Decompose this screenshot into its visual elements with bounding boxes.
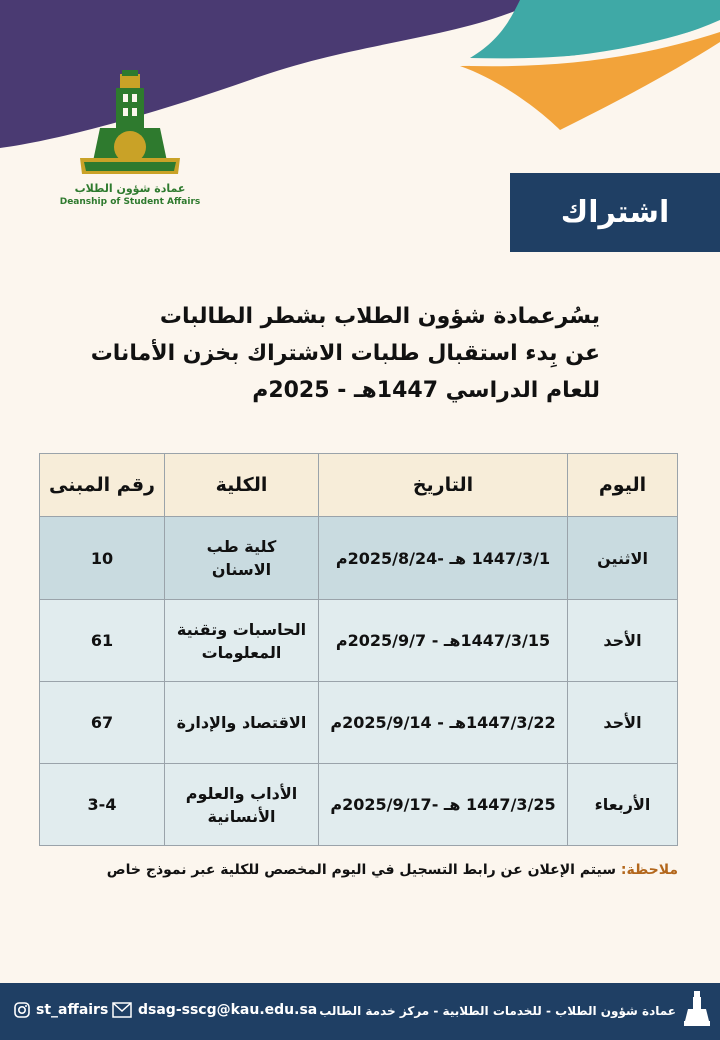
logo-english-text: Deanship of Student Affairs bbox=[59, 197, 201, 207]
table-row bbox=[40, 764, 678, 846]
instagram-handle: st_affairs bbox=[36, 1002, 109, 1018]
footer-email[interactable] bbox=[112, 1002, 317, 1018]
college-line: الحاسبات وتقنية bbox=[176, 619, 307, 639]
cell-day: الأحد bbox=[568, 682, 678, 764]
cell-college bbox=[165, 764, 319, 846]
footer bbox=[0, 983, 720, 1040]
cell-building: 10 bbox=[40, 517, 165, 600]
cell-building: 67 bbox=[40, 682, 165, 764]
announcement-line: للعام الدراسي 1447هـ - 2025م bbox=[252, 378, 600, 403]
table-row bbox=[40, 682, 678, 764]
cell-date: 1447/3/22هـ - 2025/9/14م bbox=[319, 682, 568, 764]
footer-instagram[interactable] bbox=[14, 1002, 108, 1018]
note-label: ملاحظة: bbox=[620, 862, 678, 878]
cell-college bbox=[165, 600, 319, 682]
cell-day: الأحد bbox=[568, 600, 678, 682]
note bbox=[60, 862, 678, 878]
cell-date: 1447/3/1 هـ -2025/8/24م bbox=[319, 517, 568, 600]
announcement-text bbox=[60, 298, 600, 409]
footer-org-text: عمادة شؤون الطلاب - للخدمات الطلابية - مركز خدمة الطالب bbox=[319, 1004, 676, 1018]
header-date: التاريخ bbox=[319, 454, 568, 517]
footer-university-logo bbox=[682, 989, 712, 1033]
mail-icon bbox=[112, 1002, 132, 1018]
announcement-line: يسُرعمادة شؤون الطلاب بشطر الطالبات bbox=[159, 304, 600, 329]
cell-college bbox=[165, 517, 319, 600]
cell-day: الاثنين bbox=[568, 517, 678, 600]
note-text: سيتم الإعلان عن رابط التسجيل في اليوم المخصص للكلية عبر نموذج خاص bbox=[106, 862, 616, 878]
college-line: الأداب والعلوم bbox=[185, 783, 298, 803]
table-header-row bbox=[40, 454, 678, 517]
email-address: dsag-sscg@kau.edu.sa bbox=[138, 1002, 318, 1018]
logo-arabic-text: عمادة شؤون الطلاب bbox=[74, 182, 186, 195]
cell-building: 3-4 bbox=[40, 764, 165, 846]
table-row bbox=[40, 517, 678, 600]
cell-building: 61 bbox=[40, 600, 165, 682]
title-banner: اشتراك bbox=[510, 173, 720, 252]
instagram-icon bbox=[14, 1002, 30, 1018]
college-line: الاسنان bbox=[211, 560, 272, 579]
header-building: رقم المبنى bbox=[40, 454, 165, 517]
table-row bbox=[40, 600, 678, 682]
cell-day: الأربعاء bbox=[568, 764, 678, 846]
college-line: كلية طب bbox=[206, 537, 277, 556]
header-day: اليوم bbox=[568, 454, 678, 517]
header-college: الكلية bbox=[165, 454, 319, 517]
schedule-table bbox=[39, 453, 678, 846]
college-line: الاقتصاد والإدارة bbox=[176, 713, 307, 732]
college-line: الأنسانية bbox=[207, 806, 276, 826]
cell-date: 1447/3/25 هـ -2025/9/17م bbox=[319, 764, 568, 846]
college-line: المعلومات bbox=[201, 642, 282, 662]
cell-date: 1447/3/15هـ - 2025/9/7م bbox=[319, 600, 568, 682]
cell-college bbox=[165, 682, 319, 764]
announcement-line: عن بِدء استقبال طلبات الاشتراك بخزن الأمانات bbox=[90, 341, 600, 366]
